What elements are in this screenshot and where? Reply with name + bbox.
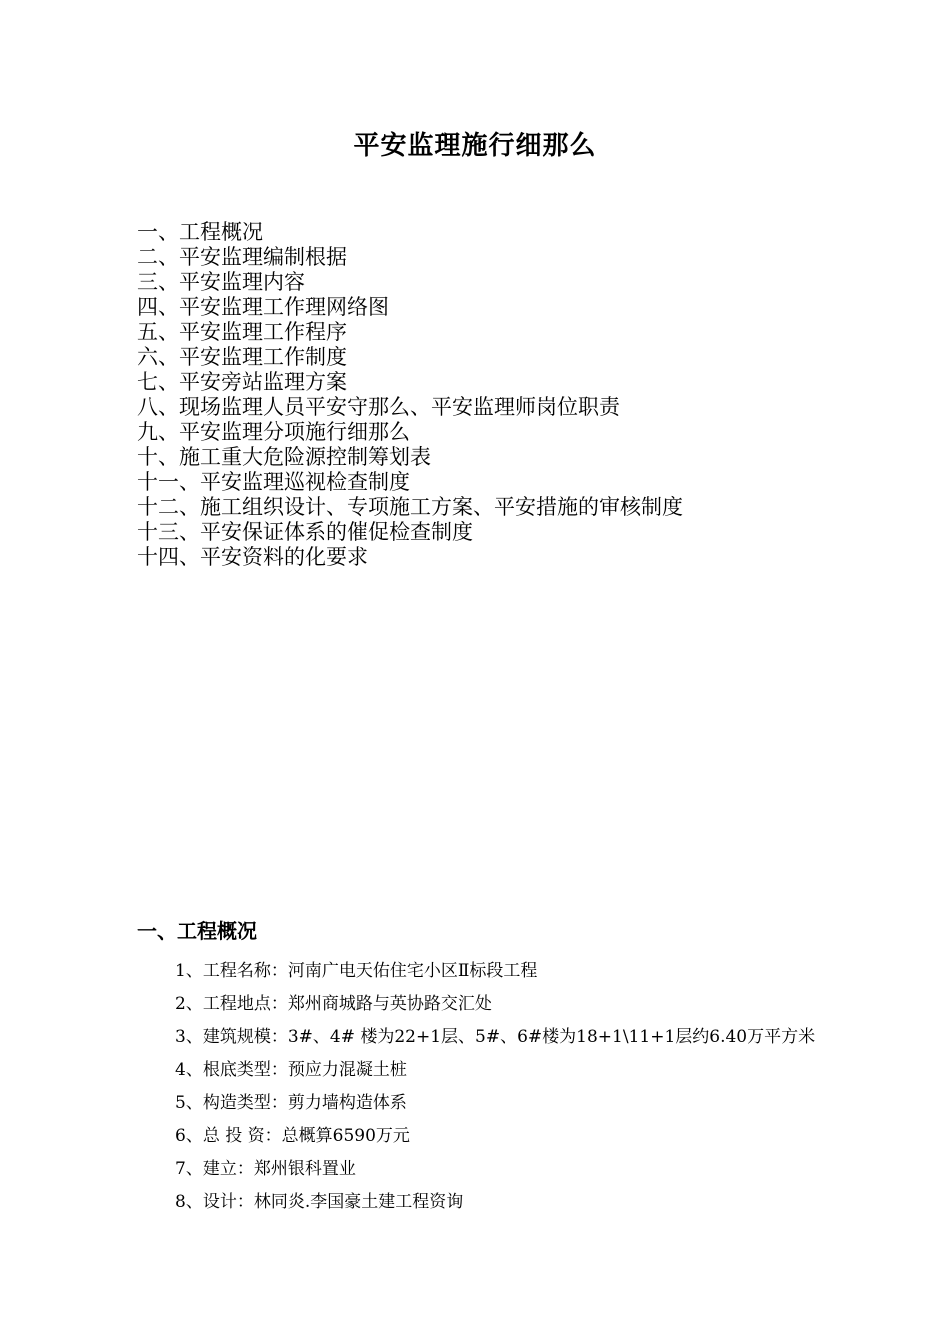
toc-item: 五、平安监理工作程序: [137, 320, 347, 344]
toc-item: 八、现场监理人员平安守那么、平安监理师岗位职责: [137, 395, 620, 419]
overview-label: 5、构造类型：: [175, 1093, 288, 1113]
toc-item: 七、平安旁站监理方案: [137, 370, 347, 394]
toc-item: 一、工程概况: [137, 220, 263, 244]
overview-value: 预应力混凝土桩: [287, 1060, 407, 1080]
overview-value: 总概算6590万元: [281, 1126, 410, 1146]
overview-item-investment: [175, 1120, 815, 1153]
toc-item: 三、平安监理内容: [137, 270, 305, 294]
overview-item-foundation: [175, 1054, 815, 1087]
overview-label: 1、工程名称：: [175, 961, 288, 981]
overview-label: 7、建立：: [175, 1159, 254, 1179]
toc-item: 二、平安监理编制根据: [137, 245, 347, 269]
overview-value: 郑州银科置业: [253, 1159, 356, 1179]
overview-value: 林同炎.李国豪土建工程资询: [253, 1192, 464, 1212]
overview-value: 剪力墙构造体系: [287, 1093, 407, 1113]
toc-item: 九、平安监理分项施行细那么: [137, 420, 410, 444]
table-of-contents: [137, 220, 683, 570]
toc-item: 十二、施工组织设计、专项施工方案、平安措施的审核制度: [137, 495, 683, 519]
overview-value: 郑州商城路与英协路交汇处: [287, 994, 492, 1014]
overview-label: 4、根底类型：: [175, 1060, 288, 1080]
toc-item: 十四、平安资料的化要求: [137, 545, 368, 569]
overview-label: 8、设计：: [175, 1192, 254, 1212]
document-title: 平安监理施行细那么: [353, 131, 597, 161]
toc-item: 十三、平安保证体系的催促检查制度: [137, 520, 473, 544]
toc-item: 十、施工重大危险源控制筹划表: [137, 445, 431, 469]
overview-item-location: [175, 988, 815, 1021]
overview-value: 3#、4# 楼为22+1层、5#、6#楼为18+1\11+1层约6.40万平方米: [287, 1027, 816, 1047]
overview-item-structure: [175, 1087, 815, 1120]
toc-item: 四、平安监理工作理网络图: [137, 295, 389, 319]
overview-label: 3、建筑规模：: [175, 1027, 288, 1047]
overview-value: 河南广电天佑住宅小区Ⅱ标段工程: [287, 961, 538, 981]
section-heading-overview: 一、工程概况: [137, 919, 257, 943]
overview-label: 6、总 投 资：: [175, 1126, 282, 1146]
overview-label: 2、工程地点：: [175, 994, 288, 1014]
project-overview-list: [175, 955, 815, 1219]
toc-item: 十一、平安监理巡视检查制度: [137, 470, 410, 494]
overview-item-scale: [175, 1021, 815, 1054]
overview-item-developer: [175, 1153, 815, 1186]
toc-item: 六、平安监理工作制度: [137, 345, 347, 369]
overview-item-project-name: [175, 955, 815, 988]
overview-item-designer: [175, 1186, 815, 1219]
